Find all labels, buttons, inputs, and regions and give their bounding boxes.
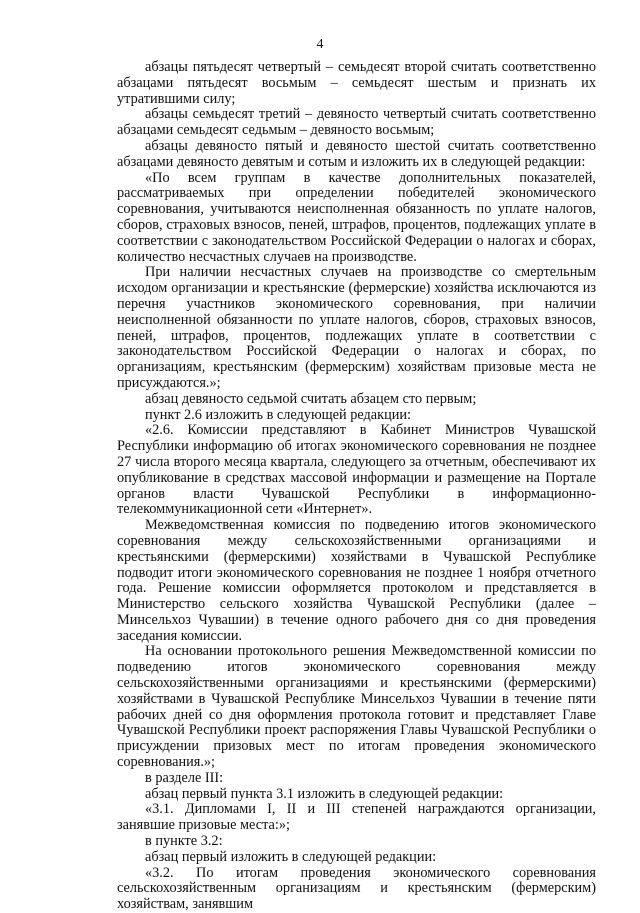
paragraph: На основании протокольного решения Межведомственной комиссии по подведению итогов экономического соревнования между сельскохозяйственными организациями и крестьянскими (фермерскими) хозяйствами в Чувашской Республике Минсельхоз Чувашии в течение пяти рабочих дней со дня оформления протокола готовит и представляет Главе Чувашской Республики проект распоряжения Главы Чувашской Республики о присуждении призовых мест по итогам проведения экономического соревнования.»;	[117, 643, 596, 771]
paragraph: в пункте 3.2:	[145, 833, 223, 850]
page-number: 4	[316, 37, 324, 52]
paragraph: абзацы пятьдесят четвертый – семьдесят второй считать соответственно абзацами пятьдесят восьмым – семьдесят шестым и признать их утратившими силу;	[117, 59, 596, 107]
paragraph: в разделе III:	[145, 769, 224, 786]
paragraph: абзацы семьдесят третий – девяносто четвертый считать соответственно абзацами семьдесят седьмым – девяносто восьмым;	[117, 106, 596, 139]
paragraph: абзац первый изложить в следующей редакции:	[145, 848, 437, 865]
paragraph: абзацы девяносто пятый и девяносто шестой считать соответственно абзацами девяносто девятым и сотым и изложить их в следующей редакции:	[117, 137, 596, 170]
paragraph: «3.1. Дипломами I, II и III степеней награждаются организации, занявшие призовые места:»;	[117, 801, 596, 834]
paragraph: абзац девяносто седьмой считать абзацем сто первым;	[145, 390, 477, 407]
paragraph: пункт 2.6 изложить в следующей редакции:	[145, 406, 412, 423]
paragraph: абзац первый пункта 3.1 изложить в следующей редакции:	[145, 785, 504, 802]
paragraph: «3.2. По итогам проведения экономического соревнования сельскохозяйственным организациям и крестьянским (фермерским) хозяйствам, занявшим	[117, 864, 596, 913]
paragraph: Межведомственная комиссия по подведению итогов экономического соревнования между сельскохозяйственными организациями и крестьянскими (фермерскими) хозяйствами в Чувашской Республике подводит итоги экономического соревнования не позднее 1 ноября отчетного года. Решение комиссии оформляется протоколом и представляется в Министерство сельского хозяйства Чувашской Республики (далее – Минсельхоз Чувашии) в течение одного рабочего дня со дня проведения заседания комиссии.	[117, 517, 596, 644]
paragraph: При наличии несчастных случаев на производстве со смертельным исходом организации и крестьянские (фермерские) хозяйства исключаются из перечня участников экономического соревнования, при наличии неисполненной обязанности по уплате налогов, сборов, страховых взносов, пеней, штрафов, процентов, подлежащих уплате в соответствии с законодательством Российской Федерации о налогах и сборах, по организациям, крестьянским (фермерским) хозяйствам призовые места не присуждаются.»;	[117, 264, 596, 391]
paragraph: «По всем группам в качестве дополнительных показателей, рассматриваемых при определении победителей экономического соревнования, учитываются неисполненная обязанность по уплате налогов, сборов, страховых взносов, пеней, штрафов, процентов, подлежащих уплате в соответствии с законодательством Российской Федерации о налогах и сборах, количество несчастных случаев на производстве.	[117, 169, 596, 265]
document-body	[117, 60, 596, 913]
paragraph: «2.6. Комиссии представляют в Кабинет Министров Чувашской Республики информацию об итогах экономического соревнования не позднее 27 числа второго месяца квартала, следующего за отчетным, обеспечивают их опубликование в средствах массовой информации и размещение на Портале органов власти Чувашской Республики в информационно-телекоммуникационной сети «Интернет».	[117, 422, 596, 518]
